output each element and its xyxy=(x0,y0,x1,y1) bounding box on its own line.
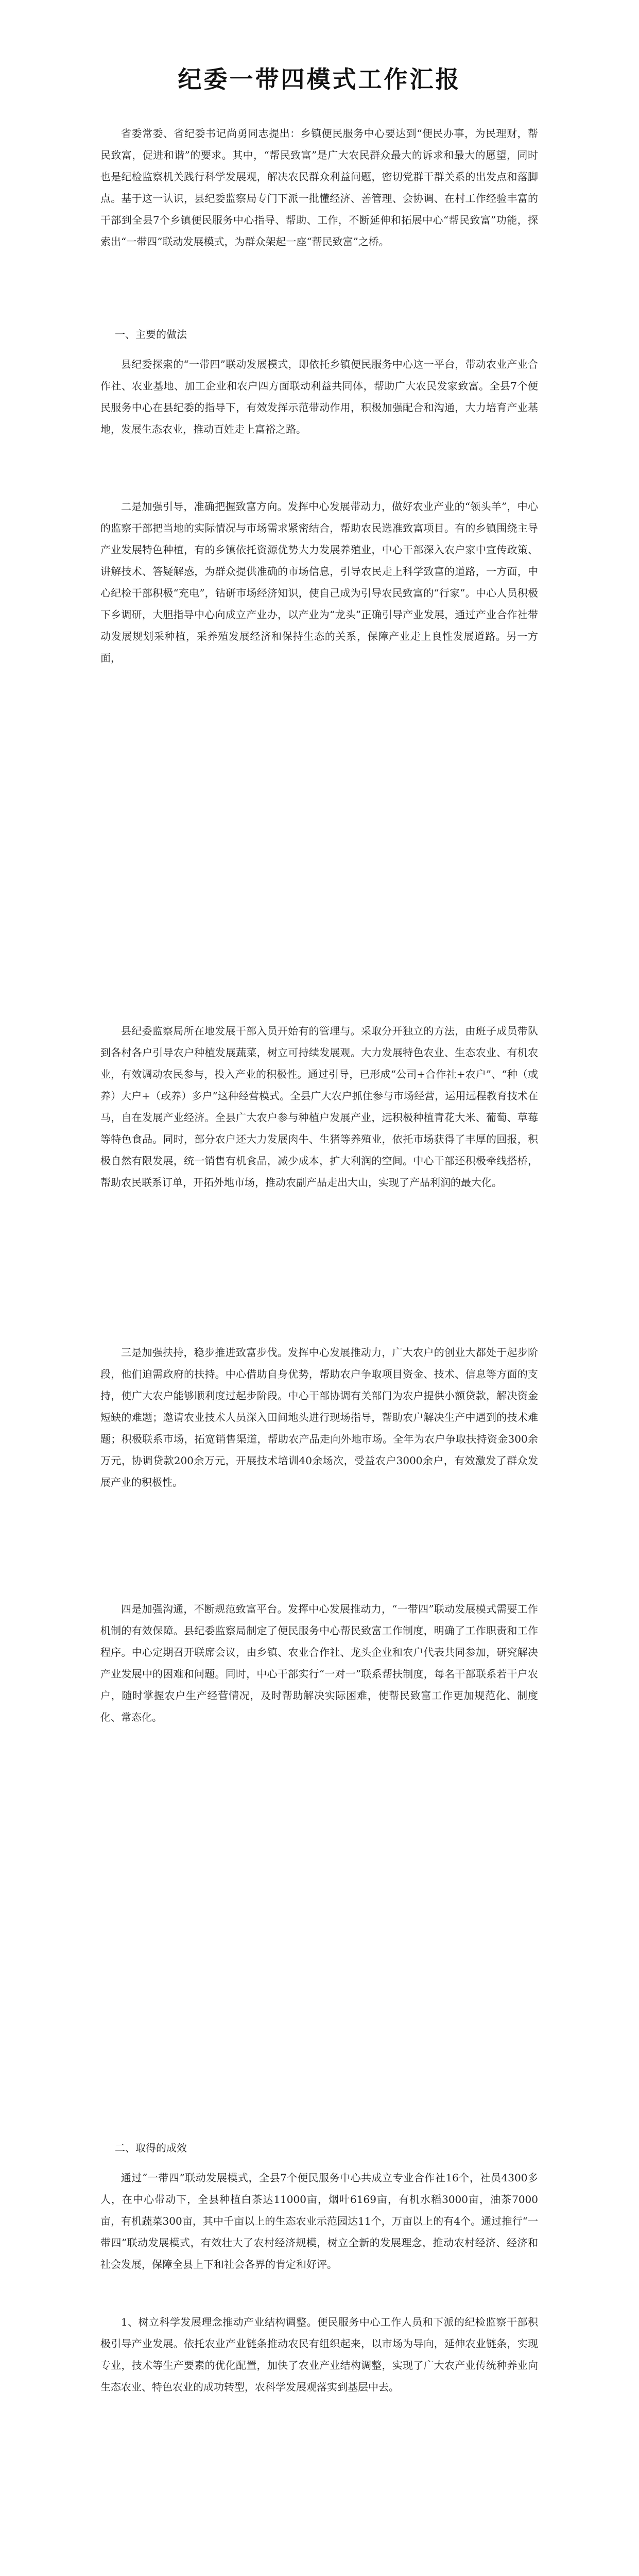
page-title: 纪委一带四模式工作汇报 xyxy=(178,65,461,93)
paragraph-intro: 省委常委、省纪委书记尚勇同志提出：乡镇便民服务中心要达到“便民办事，为民理财，帮民致富，促进和谐”的要求。其中，“帮民致富”是广大农民群众最大的诉求和最大的愿望，同时也是纪检监察机关践行科学发展观，解决农民群众利益问题，密切党群干群关系的出发点和落脚点。基于这一认识，县纪委监察局专门下派一批懂经济、善管理、会协调、在村工作经验丰富的干部到全县7个乡镇便民服务中心指导、帮助、工作，不断延伸和拓展中心“帮民致富”功能，探索出“一带四”联动发展模式，为群众架起一座“帮民致富”之桥。 xyxy=(100,127,538,248)
paragraph-approach-overview: 县纪委探索的“一带四”联动发展模式，即依托乡镇便民服务中心这一平台，带动农业产业合作社、农业基地、加工企业和农户四方面联动利益共同体，帮助广大农民发家致富。全县7个便民服务中心在县纪委的指导下，有效发挥示范带动作用，积极加强配合和沟通，大力培育产业基地，发展生态农业，推动百姓走上富裕之路。 xyxy=(100,358,538,435)
section-heading-results: 二、取得的成效 xyxy=(115,2142,187,2154)
paragraph-platform-standardization: 四是加强沟通，不断规范致富平台。发挥中心发展推动力，“一带四”联动发展模式需要工作机制的有效保障。县纪委监察局制定了便民服务中心帮民致富工作制度，明确了工作职责和工作程序。中心定期召开联席会议，由乡镇、农业合作社、龙头企业和农户代表共同参加，研究解决产业发展中的困难和问题。同时，中心干部实行“一对一”联系帮扶制度，每名干部联系若干户农户，随时掌握农户生产经营情况，及时帮助解决实际困难，使帮民致富工作更加规范化、制度化、常态化。 xyxy=(100,1603,538,1723)
section-heading-approach: 一、主要的做法 xyxy=(115,328,187,341)
paragraph-results-summary: 通过“一带四”联动发展模式，全县7个便民服务中心共成立专业合作社16个，社员4300多人，在中心带动下，全县种植白茶达11000亩，烟叶6169亩，有机水稻3000亩，油茶7000亩，有机蔬菜300亩，其中千亩以上的生态农业示范园达11个，万亩以上的有4个。通过推行“一带四”联动发展模式，有效壮大了农村经济规模，树立全新的发展理念，推动农村经济、经济和社会发展，保障全县上下和社会各界的肯定和好评。 xyxy=(100,2172,538,2270)
paragraph-guidance: 二是加强引导，准确把握致富方向。发挥中心发展带动力，做好农业产业的“领头羊”，中心的监察干部把当地的实际情况与市场需求紧密结合，帮助农民选准致富项目。有的乡镇围绕主导产业发展特色种植，有的乡镇依托资源优势大力发展养殖业，中心干部深入农户家中宣传政策、讲解技术、答疑解惑，为群众提供准确的市场信息，引导农民走上科学致富的道路，一方面，中心纪检干部积极“充电”，钻研市场经济知识，使自己成为引导农民致富的“行家”。中心人员积极下乡调研，大胆指导中心向成立产业办，以产业为“龙头”正确引导产业发展，通过产业合作社带动发展规划采种植，采养殖发展经济和保持生态的关系，保障产业走上良性发展道路。另一方面， xyxy=(100,500,538,664)
paragraph-industrial-adjustment: 1、树立科学发展理念推动产业结构调整。便民服务中心工作人员和下派的纪检监察干部积极引导产业发展。依托农业产业链条推动农民有组织起来，以市场为导向，延伸农业链条，实现专业，技术等生产要素的优化配置，加快了农业产业结构调整，实现了广大农产业传统种养业向生态农业、特色农业的成功转型，农科学发展观落实到基层中去。 xyxy=(100,2316,538,2393)
paragraph-funding-support: 三是加强扶持，稳步推进致富步伐。发挥中心发展推动力，广大农户的创业大都处于起步阶段，他们迫需政府的扶持。中心借助自身优势，帮助农户争取项目资金、技术、信息等方面的支持，使广大农户能够顺利度过起步阶段。中心干部协调有关部门为农户提供小额贷款，解决资金短缺的难题；邀请农业技术人员深入田间地头进行现场指导，帮助农户解决生产中遇到的技术难题；积极联系市场，拓宽销售渠道，帮助农产品走向外地市场。全年为农户争取扶持资金300余万元，协调贷款200余万元，开展技术培训40余场次，受益农户3000余户，有效激发了群众发展产业的积极性。 xyxy=(100,1346,538,1488)
paragraph-village-support: 县纪委监察局所在地发展干部入员开始有的管理与。采取分开独立的方法，由班子成员带队到各村各户引导农户种植发展蔬菜，树立可持续发展观。大力发展特色农业、生态农业、有机农业，有效调动农民参与，投入产业的积极性。通过引导，已形成“公司+合作社+农户”、“种（或养）大户+（或养）多户”这种经营模式。全县广大农户抓住参与市场经营，运用远程教育技术在马，自在发展产业经济。全县广大农户参与种植户发展产业，远积极种植青花大米、葡萄、草莓等特色食品。同时，部分农户还大力发展肉牛、生猪等养殖业，依托市场获得了丰厚的回报，积极自然有限发展，统一销售有机食品，减少成本，扩大利润的空间。中心干部还积极牵线搭桥，帮助农民联系订单，开拓外地市场，推动农副产品走出大山，实现了产品利润的最大化。 xyxy=(100,1025,538,1189)
